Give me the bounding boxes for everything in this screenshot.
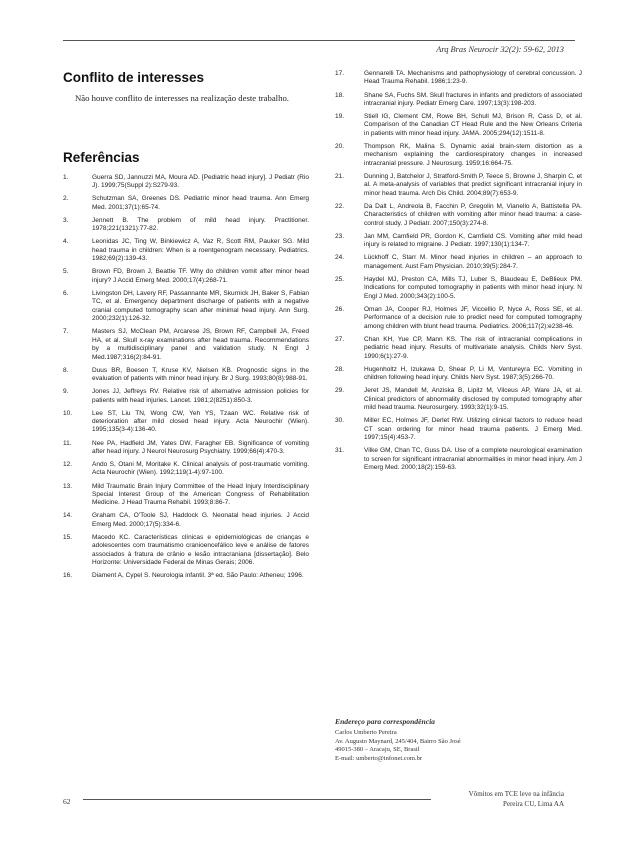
correspondence-address: Av. Augusto Maynard, 245/404, Bairro São José <box>335 737 461 745</box>
journal-citation: Arq Bras Neurocir 32(2): 59-62, 2013 <box>436 45 564 54</box>
reference-item <box>335 366 582 383</box>
reference-text: Haydel MJ, Preston CA, Mills TJ, Luber S, Blaudeau E, DeBlieux PM. Indications for computed tomography in patients with minor head injury. N Engl J Med. 2000;343(2):100-5. <box>364 275 582 300</box>
reference-item <box>63 461 309 478</box>
reference-number: 4. <box>63 238 69 246</box>
reference-text: Hugenholtz H, Izukawa D, Shear P, Li M, Ventureyra EC. Vomiting in children following head injury. Childs Nerv Syst. 1987;3(5):266-70. <box>364 365 582 382</box>
reference-item <box>63 440 309 457</box>
reference-item <box>63 195 309 212</box>
reference-item <box>335 276 582 301</box>
reference-text: Nee PA, Hadfield JM, Yates DW, Faragher EB. Significance of vomiting after head injury. J Neurol Neurosurg Psychiatry. 1999;66(4):470-3. <box>92 439 309 455</box>
reference-text: Da Dalt L, Andreola B, Facchin P, Gregolin M, Vianello A, Battistella PA. Characteristics of children with vomiting after minor head trauma: a case-control study. J Pediatr. 2007;150(3):274-8. <box>364 202 582 227</box>
reference-number: 21. <box>335 172 345 180</box>
reference-item <box>335 143 582 168</box>
correspondence-block <box>335 717 585 763</box>
reference-list-left <box>63 174 309 581</box>
reference-item <box>335 447 582 472</box>
reference-number: 13. <box>63 482 73 490</box>
reference-number: 20. <box>335 142 345 150</box>
left-column <box>63 70 309 585</box>
reference-item <box>335 336 582 361</box>
reference-number: 22. <box>335 202 345 210</box>
reference-text: Macedo KC. Características clínicas e epidemiológicas de crianças e adolescentes com traumatismo cranioencefálico leve e análise de fatores associados à fratura de crânio e lesão intracraniana [dissertação]. Belo Horizonte: Universidade Federal de Minas Gerais; 2006. <box>92 533 309 567</box>
reference-number: 12. <box>63 461 73 469</box>
reference-number: 19. <box>335 113 345 120</box>
reference-number: 23. <box>335 232 345 240</box>
reference-number: 6. <box>63 289 69 297</box>
reference-item <box>63 328 309 362</box>
reference-item <box>335 92 582 109</box>
reference-text: Ando S, Otani M, Moritake K. Clinical analysis of post-traumatic vomiting. Acta Neurochir (Wien). 1992;119(1-4):97-100. <box>92 461 309 477</box>
reference-item <box>63 174 309 191</box>
reference-number: 30. <box>335 417 345 425</box>
reference-number: 31. <box>335 447 345 455</box>
reference-item <box>63 410 309 435</box>
reference-number: 3. <box>63 216 69 224</box>
reference-text: Jan MM, Camfield PR, Gordon K, Camfield CS. Vomiting after mild head injury is related to migraine. J Pediatr. 1997;130(1):134-7. <box>364 232 582 249</box>
reference-text: Chan KH, Yue CP, Mann KS. The risk of intracranial complications in pediatric head injury. Results of multivariate analysis. Childs Nerv Syst. 1990;6(1):27-9. <box>364 335 582 360</box>
reference-number: 24. <box>335 254 345 262</box>
correspondence-city: 49015-380 – Aracaju, SE, Brasil <box>335 746 420 754</box>
header-rule <box>63 40 575 41</box>
reference-number: 10. <box>63 409 73 417</box>
reference-number: 27. <box>335 335 345 343</box>
correspondence-heading: Endereço para correspondência <box>335 717 435 726</box>
reference-text: Stiell IG, Clement CM, Rowe BH, Schull MJ, Brison R, Cass D, et al. Comparison of the Canadian CT Head Rule and the New Orleans Criteria in patients with minor head injury. JAMA. 2005;294(12):1511-8. <box>364 113 582 137</box>
right-column <box>335 70 582 477</box>
page-number: 62 <box>63 797 71 806</box>
reference-item <box>63 290 309 324</box>
reference-text: Jennett B. The problem of mild head injury. Practitioner. 1978;221(1321):77-82. <box>92 216 309 233</box>
reference-number: 26. <box>335 305 345 313</box>
reference-text: Masters SJ, McClean PM, Arcarese JS, Brown RF, Campbell JA, Freed HA, et al. Skull x-ray examinations after head trauma. Recommendations by a multidisciplinary panel and validation study. N Engl J Med.1987;316(2):84-91. <box>92 328 309 361</box>
references-heading: Referências <box>63 149 140 165</box>
reference-text: Miller EC, Holmes JF, Derlet RW. Utilizing clinical factors to reduce head CT scan ordering for minor head trauma patients. J Emerg Med. 1997;15(4):453-7. <box>364 417 582 442</box>
reference-item <box>335 417 582 442</box>
reference-item <box>63 483 309 508</box>
reference-text: Guerra SD, Jannuzzi MA, Moura AD. [Pediatric head injury]. J Pediatr (Rio J). 1999;75(Suppl 2):S279-93. <box>92 173 309 190</box>
reference-text: Thompson RK, Malina S. Dynamic axial brain-stem distortion as a mechanism explaining the cardiorespiratory changes in increased intracranial pressure. J Neurosurg. 1959;16:664-75. <box>364 142 582 167</box>
footer-authors: Pereira CU, Lima AA <box>502 800 564 808</box>
reference-item <box>335 113 582 138</box>
reference-item <box>335 306 582 331</box>
reference-text: Oman JA, Cooper RJ, Holmes JF, Viccellio P, Nyce A, Ross SE, et al. Performance of a decision rule to predict need for computed tomography among children with blunt head trauma. Pediatrics. 2006;117(2):e238-46. <box>364 305 582 330</box>
reference-number: 9. <box>63 388 69 396</box>
reference-text: Lee ST, Liu TN, Wong CW, Yeh YS, Tzaan WC. Relative risk of deterioration after mild closed head injury. Acta Neurochir (Wien). 1995;135(3-4):136-40. <box>92 409 309 434</box>
reference-number: 5. <box>63 268 69 276</box>
reference-text: Duus BR, Boesen T, Kruse KV, Nielsen KB. Prognostic signs in the evaluation of patients with minor head injury. Br J Surg. 1993;80(8):988-91. <box>92 366 309 383</box>
reference-item <box>63 238 309 263</box>
running-footer <box>469 789 564 809</box>
reference-number: 1. <box>63 173 69 181</box>
correspondence-name: Carlos Umberto Pereira <box>335 729 397 736</box>
reference-text: Gennarelli TA. Mechanisms and pathophysiology of cerebral concussion. J Head Trauma Rehabil. 1986;1:23-9. <box>364 70 582 86</box>
reference-item <box>63 388 309 405</box>
correspondence-email: E-mail: umberto@infonet.com.br <box>335 754 423 762</box>
reference-text: Diament A, Cypel S. Neurologia infantil. 3ª ed. São Paulo: Atheneu; 1996. <box>92 572 304 580</box>
reference-number: 17. <box>335 70 345 77</box>
reference-text: Dunning J, Batchelor J, Stratford-Smith P, Teece S, Browne J, Sharpin C, et al. A meta-analysis of variables that predict significant intracranial injury in minor head trauma. Arch Dis Child. 2004;89(7):653-9. <box>364 172 582 197</box>
reference-number: 29. <box>335 387 345 395</box>
reference-number: 7. <box>63 328 69 336</box>
reference-number: 11. <box>63 439 72 447</box>
reference-text: Brown FD, Brown J, Beattie TF. Why do children vomit after minor head injury? J Accid Emerg Med. 2000;17(4):268-71. <box>92 268 309 284</box>
reference-item <box>335 254 582 271</box>
reference-number: 18. <box>335 91 345 99</box>
reference-number: 8. <box>63 366 69 374</box>
reference-item <box>335 173 582 198</box>
reference-number: 15. <box>63 533 73 541</box>
reference-item <box>63 512 309 529</box>
reference-text: Graham CA, O'Toole SJ, Haddock G. Neonatal head injuries. J Accid Emerg Med. 2000;17(5):334-6. <box>92 512 309 528</box>
reference-text: Vilke GM, Chan TC, Guss DA. Use of a complete neurological examination to screen for significant intracranial abnormalities in minor head injury. Am J Emerg Med. 2000;18(2):159-63. <box>364 447 582 471</box>
reference-text: Jeret JS, Mandell M, Anziska B, Lipitz M, Vilceus AP, Ware JA, et al. Clinical predictors of abnormality disclosed by computed tomography after mild head trauma. Neurosurgery. 1993;32(1):9-15. <box>364 387 582 412</box>
reference-number: 28. <box>335 365 345 373</box>
reference-number: 2. <box>63 195 69 203</box>
reference-list-right <box>335 70 582 472</box>
reference-item <box>335 233 582 250</box>
reference-item <box>335 203 582 228</box>
footer-title: Vômitos em TCE leve na infância <box>468 790 564 798</box>
reference-item <box>63 572 309 580</box>
reference-text: Leonidas JC, Ting W, Binkiewicz A, Vaz R, Scott RM, Pauker SG. Mild head trauma in children: When is a roentgenogram necessary. Pediatrics. 1982;69(2):139-43. <box>92 238 309 263</box>
reference-item <box>335 70 582 87</box>
reference-number: 14. <box>63 512 73 520</box>
reference-item <box>63 268 309 285</box>
reference-text: Livingston DH, Lavery RF, Passannante MR, Skurnick JH, Baker S, Fabian TC, et al. Emergency department discharge of patients with a negative cranial computed tomography scan after minimal head injury. Ann Surg. 2000;232(1):126-32. <box>92 289 309 323</box>
reference-number: 16. <box>63 572 73 580</box>
conflict-heading: Conflito de interesses <box>63 70 205 85</box>
reference-text: Lückhoff C, Starr M. Minor head injuries in children – an approach to management. Aust Fam Physician. 2010;39(5):284-7. <box>364 254 582 270</box>
reference-text: Schutzman SA, Greenes DS. Pediatric minor head trauma. Ann Emerg Med. 2001;37(1):65-74. <box>92 195 309 211</box>
reference-text: Shane SA, Fuchs SM. Skull fractures in infants and predictors of associated intracranial injury. Pediatr Emerg Care. 1997;13(3):198-203. <box>364 91 582 107</box>
conflict-text: Não houve conflito de interesses na realização deste trabalho. <box>75 93 289 103</box>
footer-rule-left <box>83 799 431 800</box>
reference-item <box>63 217 309 234</box>
reference-text: Mild Traumatic Brain Injury Committee of the Head Injury Interdisciplinary Special Interest Group of the American Congress of Rehabilitation Medicine. J Head Trauma Rehabil. 1993;8:86-7. <box>92 482 309 507</box>
reference-text: Jones JJ, Jeffreys RV. Relative risk of alternative admission policies for patients with head injuries. Lancet. 1981;2(8251):850-3. <box>92 388 309 404</box>
reference-item <box>63 534 309 568</box>
reference-item <box>335 387 582 412</box>
reference-number: 25. <box>335 275 345 283</box>
reference-item <box>63 367 309 384</box>
